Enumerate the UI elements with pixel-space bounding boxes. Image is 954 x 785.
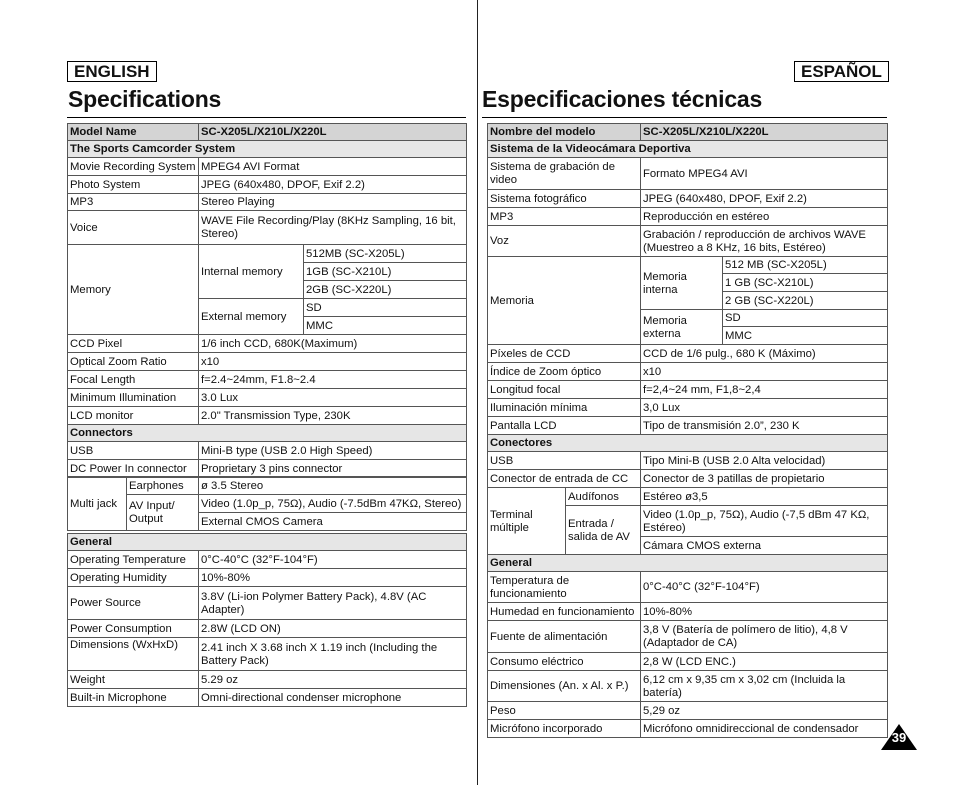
row-label: Temperatura de funcionamiento bbox=[488, 572, 641, 603]
table-row bbox=[488, 417, 888, 435]
memory-item: SD bbox=[304, 299, 467, 317]
table-row bbox=[68, 194, 467, 211]
multijack-table-espanol bbox=[487, 487, 888, 555]
row-label: Peso bbox=[488, 702, 641, 720]
table-row bbox=[68, 477, 467, 495]
av-value: Video (1.0p_p, 75Ω), Audio (-7,5 dBm 47 KΩ, Estéreo) bbox=[641, 506, 888, 537]
section-row bbox=[68, 425, 467, 442]
row-value: f=2.4~24mm, F1.8~2.4 bbox=[199, 371, 467, 389]
row-value: Formato MPEG4 AVI bbox=[641, 158, 888, 190]
section-row bbox=[488, 141, 888, 158]
row-label: LCD monitor bbox=[68, 407, 199, 425]
title-rule bbox=[67, 117, 466, 118]
table-row bbox=[68, 689, 467, 707]
internal-memory-label: Memoria interna bbox=[641, 257, 723, 310]
table-row bbox=[68, 407, 467, 425]
table-row bbox=[488, 572, 888, 603]
row-label: Dimensions (WxHxD) bbox=[68, 638, 199, 671]
row-value: Reproducción en estéreo bbox=[641, 208, 888, 226]
table-row bbox=[68, 587, 467, 620]
table-row bbox=[488, 621, 888, 653]
table-row bbox=[68, 371, 467, 389]
row-value: JPEG (640x480, DPOF, Exif 2.2) bbox=[641, 190, 888, 208]
row-label: DC Power In connector bbox=[68, 460, 199, 478]
row-label: Voz bbox=[488, 226, 641, 257]
table-row bbox=[488, 190, 888, 208]
table-row bbox=[488, 257, 888, 274]
table-row bbox=[488, 488, 888, 506]
row-label: Voice bbox=[68, 211, 199, 245]
memory-item: MMC bbox=[304, 317, 467, 335]
row-label: Dimensiones (An. x Al. x P.) bbox=[488, 671, 641, 702]
row-value: 6,12 cm x 9,35 cm x 3,02 cm (Incluida la batería) bbox=[641, 671, 888, 702]
section-title: Conectores bbox=[488, 435, 888, 452]
language-badge-english: ENGLISH bbox=[67, 61, 157, 82]
row-value: 3,0 Lux bbox=[641, 399, 888, 417]
language-badge-espanol: ESPAÑOL bbox=[794, 61, 889, 82]
row-label: Optical Zoom Ratio bbox=[68, 353, 199, 371]
table-row bbox=[68, 638, 467, 671]
row-value: MPEG4 AVI Format bbox=[199, 158, 467, 176]
header-value: SC-X205L/X210L/X220L bbox=[199, 124, 467, 141]
table-row bbox=[68, 335, 467, 353]
general-table-english bbox=[67, 533, 467, 707]
row-label: Índice de Zoom óptico bbox=[488, 363, 641, 381]
row-label: CCD Pixel bbox=[68, 335, 199, 353]
header-label: Model Name bbox=[68, 124, 199, 141]
row-value: 0°C-40°C (32°F-104°F) bbox=[641, 572, 888, 603]
row-label: MP3 bbox=[488, 208, 641, 226]
row-value: 5.29 oz bbox=[199, 671, 467, 689]
multijack-label: Multi jack bbox=[68, 477, 127, 531]
header-value: SC-X205L/X210L/X220L bbox=[641, 124, 888, 141]
table-row bbox=[68, 460, 467, 478]
row-value: 2.8W (LCD ON) bbox=[199, 620, 467, 638]
page-title-espanol: Especificaciones técnicas bbox=[482, 86, 763, 112]
row-value: WAVE File Recording/Play (8KHz Sampling, 16 bit, Stereo) bbox=[199, 211, 467, 245]
page-title-english: Specifications bbox=[68, 86, 222, 112]
table-row bbox=[68, 495, 467, 513]
row-value: 2.41 inch X 3.68 inch X 1.19 inch (Including the Battery Pack) bbox=[199, 638, 467, 671]
av-value: Cámara CMOS externa bbox=[641, 537, 888, 555]
row-label: Pantalla LCD bbox=[488, 417, 641, 435]
table-row bbox=[488, 653, 888, 671]
table-row bbox=[68, 442, 467, 460]
row-value: Mini-B type (USB 2.0 High Speed) bbox=[199, 442, 467, 460]
row-label: Píxeles de CCD bbox=[488, 345, 641, 363]
memory-label: Memory bbox=[68, 245, 199, 335]
table-row bbox=[488, 208, 888, 226]
table-row bbox=[68, 211, 467, 245]
table-row bbox=[488, 702, 888, 720]
row-value: Omni-directional condenser microphone bbox=[199, 689, 467, 707]
section-row bbox=[488, 555, 888, 572]
memory-item: 1 GB (SC-X210L) bbox=[723, 274, 888, 292]
row-label: Consumo eléctrico bbox=[488, 653, 641, 671]
row-label: USB bbox=[488, 452, 641, 470]
table-row bbox=[68, 551, 467, 569]
table-row bbox=[68, 569, 467, 587]
table-row bbox=[488, 363, 888, 381]
external-memory-label: External memory bbox=[199, 299, 304, 335]
table-header-row bbox=[68, 124, 467, 141]
spec-table-english bbox=[67, 123, 467, 478]
table-row bbox=[488, 470, 888, 488]
row-value: JPEG (640x480, DPOF, Exif 2.2) bbox=[199, 176, 467, 194]
earphones-label: Audífonos bbox=[566, 488, 641, 506]
memory-item: SD bbox=[723, 310, 888, 327]
row-value: 10%-80% bbox=[199, 569, 467, 587]
center-divider bbox=[477, 0, 478, 785]
memory-item: MMC bbox=[723, 327, 888, 345]
av-label: AV Input/ Output bbox=[127, 495, 199, 531]
row-value: 10%-80% bbox=[641, 603, 888, 621]
internal-memory-label: Internal memory bbox=[199, 245, 304, 299]
section-title: The Sports Camcorder System bbox=[68, 141, 467, 158]
row-label: Sistema de grabación de video bbox=[488, 158, 641, 190]
av-label: Entrada / salida de AV bbox=[566, 506, 641, 555]
memory-item: 1GB (SC-X210L) bbox=[304, 263, 467, 281]
table-row bbox=[68, 620, 467, 638]
row-value: f=2,4~24 mm, F1,8~2,4 bbox=[641, 381, 888, 399]
table-row bbox=[488, 158, 888, 190]
row-label: Conector de entrada de CC bbox=[488, 470, 641, 488]
table-row bbox=[488, 720, 888, 738]
row-value: 3.8V (Li-ion Polymer Battery Pack), 4.8V (AC Adapter) bbox=[199, 587, 467, 620]
header-label: Nombre del modelo bbox=[488, 124, 641, 141]
table-row bbox=[488, 671, 888, 702]
section-title: General bbox=[68, 534, 467, 551]
row-label: USB bbox=[68, 442, 199, 460]
section-row bbox=[68, 141, 467, 158]
row-label: Power Consumption bbox=[68, 620, 199, 638]
memory-item: 2 GB (SC-X220L) bbox=[723, 292, 888, 310]
table-row bbox=[488, 381, 888, 399]
table-row bbox=[488, 603, 888, 621]
row-value: 2.0" Transmission Type, 230K bbox=[199, 407, 467, 425]
row-label: MP3 bbox=[68, 194, 199, 211]
row-value: Stereo Playing bbox=[199, 194, 467, 211]
earphones-label: Earphones bbox=[127, 477, 199, 495]
row-value: Tipo de transmisión 2.0”, 230 K bbox=[641, 417, 888, 435]
row-value: 2,8 W (LCD ENC.) bbox=[641, 653, 888, 671]
page-number: 39 bbox=[891, 730, 907, 745]
row-value: Tipo Mini-B (USB 2.0 Alta velocidad) bbox=[641, 452, 888, 470]
row-label: Movie Recording System bbox=[68, 158, 199, 176]
table-row bbox=[488, 345, 888, 363]
row-label: Longitud focal bbox=[488, 381, 641, 399]
general-table-espanol bbox=[487, 554, 888, 738]
row-label: Focal Length bbox=[68, 371, 199, 389]
table-row bbox=[68, 353, 467, 371]
row-label: Weight bbox=[68, 671, 199, 689]
earphones-value: ø 3.5 Stereo bbox=[199, 477, 467, 495]
row-label: Sistema fotográfico bbox=[488, 190, 641, 208]
table-row bbox=[68, 245, 467, 263]
row-value: x10 bbox=[641, 363, 888, 381]
row-value: Micrófono omnidireccional de condensador bbox=[641, 720, 888, 738]
table-row bbox=[488, 452, 888, 470]
title-rule bbox=[482, 117, 887, 118]
memory-item: 512 MB (SC-X205L) bbox=[723, 257, 888, 274]
row-value: x10 bbox=[199, 353, 467, 371]
row-value: 5,29 oz bbox=[641, 702, 888, 720]
row-value: Proprietary 3 pins connector bbox=[199, 460, 467, 478]
earphones-value: Estéreo ø3,5 bbox=[641, 488, 888, 506]
row-value: 1/6 inch CCD, 680K(Maximum) bbox=[199, 335, 467, 353]
multijack-table-english bbox=[67, 476, 467, 531]
memory-item: 2GB (SC-X220L) bbox=[304, 281, 467, 299]
row-label: Humedad en funcionamiento bbox=[488, 603, 641, 621]
table-row bbox=[488, 226, 888, 257]
memory-item: 512MB (SC-X205L) bbox=[304, 245, 467, 263]
section-title: Connectors bbox=[68, 425, 467, 442]
row-value: Grabación / reproducción de archivos WAVE (Muestreo a 8 KHz, 16 bits, Estéreo) bbox=[641, 226, 888, 257]
row-label: Built-in Microphone bbox=[68, 689, 199, 707]
memory-label: Memoria bbox=[488, 257, 641, 345]
row-label: Operating Humidity bbox=[68, 569, 199, 587]
table-header-row bbox=[488, 124, 888, 141]
row-value: Conector de 3 patillas de propietario bbox=[641, 470, 888, 488]
external-memory-label: Memoria externa bbox=[641, 310, 723, 345]
table-row bbox=[68, 389, 467, 407]
row-value: 0°C-40°C (32°F-104°F) bbox=[199, 551, 467, 569]
row-value: 3.0 Lux bbox=[199, 389, 467, 407]
row-label: Iluminación mínima bbox=[488, 399, 641, 417]
av-value: External CMOS Camera bbox=[199, 513, 467, 531]
section-title: Sistema de la Videocámara Deportiva bbox=[488, 141, 888, 158]
table-row bbox=[68, 176, 467, 194]
row-label: Photo System bbox=[68, 176, 199, 194]
section-title: General bbox=[488, 555, 888, 572]
section-row bbox=[488, 435, 888, 452]
table-row bbox=[68, 158, 467, 176]
table-row bbox=[68, 671, 467, 689]
row-label: Minimum Illumination bbox=[68, 389, 199, 407]
row-label: Fuente de alimentación bbox=[488, 621, 641, 653]
page-number-badge bbox=[881, 724, 917, 750]
row-value: CCD de 1/6 pulg., 680 K (Máximo) bbox=[641, 345, 888, 363]
av-value: Video (1.0p_p, 75Ω), Audio (-7.5dBm 47KΩ, Stereo) bbox=[199, 495, 467, 513]
section-row bbox=[68, 534, 467, 551]
table-row bbox=[488, 399, 888, 417]
row-value: 3,8 V (Batería de polímero de litio), 4,8 V (Adaptador de CA) bbox=[641, 621, 888, 653]
row-label: Power Source bbox=[68, 587, 199, 620]
row-label: Operating Temperature bbox=[68, 551, 199, 569]
multijack-label: Terminal múltiple bbox=[488, 488, 566, 555]
spec-table-espanol bbox=[487, 123, 888, 488]
row-label: Micrófono incorporado bbox=[488, 720, 641, 738]
